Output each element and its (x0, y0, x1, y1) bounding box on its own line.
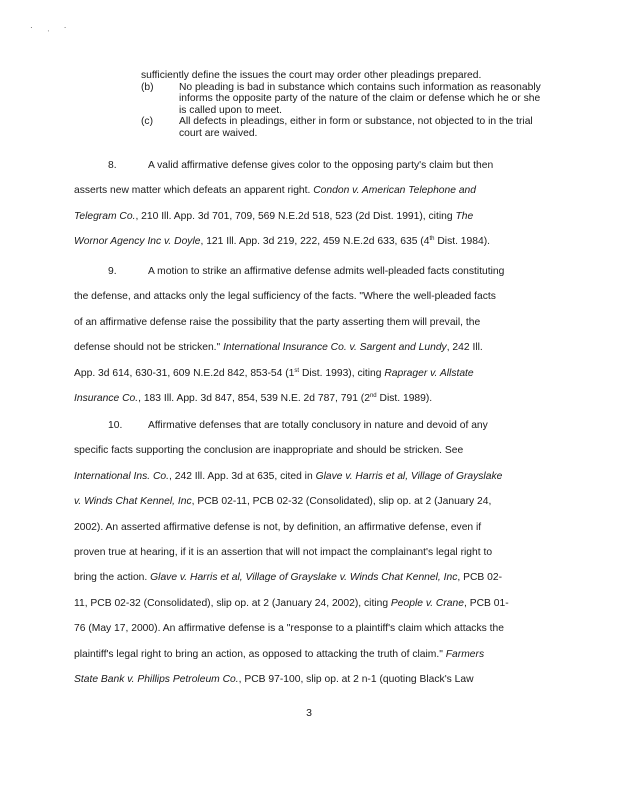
text-run: Dist. 1984). (434, 236, 490, 248)
text-run: , 242 Ill. App. 3d at 635, cited in (169, 470, 316, 482)
case-citation: International Ins. Co. (74, 470, 170, 482)
case-citation: Wornor Agency Inc v. Doyle (74, 236, 201, 248)
quote-subsection-c (141, 116, 541, 139)
text-run: Affirmative defenses that are totally conclusory in nature and devoid of any (148, 420, 488, 431)
paragraph-line (74, 591, 546, 616)
text-run: , 210 Ill. App. 3d 701, 709, 569 N.E.2d 518, 523 (2d Dist. 1991), citing (135, 210, 456, 222)
text-run: Dist. 1989). (376, 393, 433, 405)
paragraph-line: specific facts supporting the conclusion are inappropriate and should be stricken. See (74, 445, 464, 457)
text-run: bring the action. (74, 572, 151, 584)
paragraph-line (74, 386, 546, 411)
paragraph-line (74, 642, 546, 667)
paragraph-line (74, 335, 546, 360)
text-run: plaintiff's legal right to bring an action, as opposed to attacking the truth of claim." (74, 648, 446, 660)
text-run: , 183 Ill. App. 3d 847, 854, 539 N.E. 2d 787, 791 (2 (138, 393, 370, 405)
text-run: defense should not be stricken." (74, 342, 224, 354)
paragraph-line (74, 361, 546, 386)
text-run: , 242 Ill. (446, 342, 483, 354)
paragraph-line (74, 178, 546, 203)
subsection-b-text: No pleading is bad in substance which contains such information as reasonably informs the opposite party of the nature of the claim or defense which he or she is called upon to meet. (179, 81, 541, 116)
paragraph-number: 8. (108, 160, 117, 171)
paragraph-line: the defense, and attacks only the legal sufficiency of the facts. "Where the well-pleaded facts (74, 291, 496, 303)
text-run: App. 3d 614, 630-31, 609 N.E.2d 842, 853-54 (1 (74, 367, 295, 379)
paragraph-line (74, 489, 546, 514)
paragraph-line: of an affirmative defense raise the possibility that the party asserting them will prevail, the (74, 316, 481, 328)
paragraph-number: 10. (108, 420, 123, 431)
text-run: , PCB 97-100, slip op. at 2 n-1 (quoting Black's Law (238, 674, 474, 686)
case-citation: Raprager v. Allstate (384, 367, 474, 379)
text-run: , 121 Ill. App. 3d 219, 222, 459 N.E.2d 633, 635 (4 (200, 236, 430, 248)
subsection-tag: (c) (141, 116, 154, 128)
paragraph-line: 2002). An asserted affirmative defense is not, by definition, an affirmative defense, even if (74, 521, 482, 533)
paragraph-line (74, 667, 546, 692)
paragraph-line: 76 (May 17, 2000). An affirmative defense is a "response to a plaintiff's claim which attacks the (74, 623, 504, 635)
text-run: , PCB 02-11, PCB 02-32 (Consolidated), slip op. at 2 (January 24, (191, 496, 492, 508)
case-citation: Glave v. Harris et al, Village of Grayslake (315, 470, 503, 482)
case-citation: v. Winds Chat Kennel, Inc (74, 496, 192, 508)
paragraph-8 (74, 153, 546, 255)
statute-quote-block (141, 70, 541, 140)
paragraph-line (74, 153, 546, 178)
text-run: , PCB 01- (463, 597, 509, 609)
case-citation: Insurance Co. (74, 393, 139, 405)
subsection-c-text: All defects in pleadings, either in form or substance, not objected to in the trial court are waived. (179, 116, 533, 139)
paragraph-line (74, 259, 546, 284)
text-run: 11, PCB 02-32 (Consolidated), slip op. at 2 (January 24, 2002), citing (74, 597, 391, 609)
case-citation: Farmers (445, 648, 485, 660)
case-citation: Telegram Co. (74, 210, 136, 222)
paragraph-9 (74, 259, 546, 411)
paragraph-line: proven true at hearing, if it is an assertion that will not impact the complainant's legal right to (74, 547, 493, 559)
subsection-tag: (b) (141, 81, 154, 93)
scan-artifact: · ˌ · (30, 23, 73, 32)
subsection-text (179, 82, 541, 117)
case-citation: The (455, 210, 474, 222)
ordinal-suffix: th (429, 236, 435, 243)
text-run: , PCB 02- (457, 572, 503, 584)
ordinal-suffix: nd (369, 393, 377, 400)
paragraph-line (74, 464, 546, 489)
paragraph-10 (74, 413, 546, 692)
quote-line: sufficiently define the issues the court may order other pleadings prepared. (141, 70, 482, 81)
paragraph-number: 9. (108, 266, 117, 277)
paragraph-line (74, 229, 546, 254)
ordinal-suffix: st (294, 367, 300, 374)
case-citation: International Insurance Co. v. Sargent and Lundy (223, 342, 447, 354)
paragraph-line (74, 413, 546, 438)
page-number: 3 (306, 707, 312, 719)
case-citation: State Bank v. Phillips Petroleum Co. (74, 674, 239, 686)
text-run: A motion to strike an affirmative defense admits well-pleaded facts constituting (148, 266, 505, 277)
quote-subsection-b (141, 82, 541, 117)
paragraph-line (74, 565, 546, 590)
text-run: Dist. 1993), citing (299, 367, 385, 379)
case-citation: People v. Crane (390, 597, 464, 609)
subsection-text (179, 116, 541, 139)
case-citation: Condon v. American Telephone and (313, 185, 477, 197)
paragraph-line (74, 204, 546, 229)
case-citation: Glave v. Harris et al, Village of Grayslake v. Winds Chat Kennel, Inc (150, 572, 458, 584)
text-run: A valid affirmative defense gives color to the opposing party's claim but then (148, 160, 494, 171)
text-run: asserts new matter which defeats an apparent right. (74, 185, 314, 197)
